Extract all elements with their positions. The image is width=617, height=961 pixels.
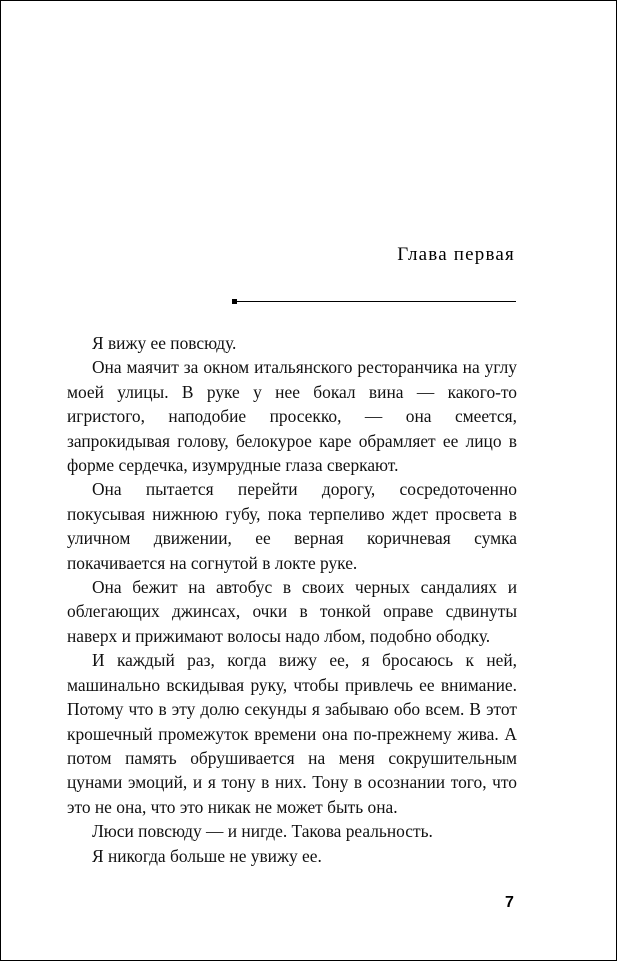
paragraph: Я вижу ее повсюду. xyxy=(92,333,237,353)
paragraph: Люси повсюду — и нигде. Такова реальность. xyxy=(92,821,433,842)
paragraph: Она пытается перейти дорогу, сосредоточенно покусывая нижнюю губу, пока терпеливо ждет просвета в уличном движении, ее верная коричневая сумка покачивается на согнутой в локте руке. xyxy=(67,479,517,573)
chapter-title: Глава первая xyxy=(397,244,515,265)
paragraph: Она маячит за окном итальянского ресторанчика на углу моей улицы. В руке у нее бокал вина — какого-то игристого, наподобие просекко, — она смеется, запрокидывая голову, белокурое каре обрамляет ее лицо в форме сердечка, изумрудные глаза сверкают. xyxy=(67,357,517,476)
paragraph: И каждый раз, когда вижу ее, я бросаюсь к ней, машинально вскидывая руку, чтобы привлечь ее внимание. Потому что в эту долю секунды я забываю обо всем. В этот крошечный промежуток времени она по-прежнему жива. А потом память обрушивается на меня сокрушительным цунами эмоций, и я тону в них. Тону в осознании того, что это не она, что это никак не может быть она. xyxy=(67,650,517,817)
paragraph: Я никогда больше не увижу ее. xyxy=(92,845,322,866)
page-number: 7 xyxy=(505,894,514,911)
body-text xyxy=(67,331,517,868)
paragraph: Она бежит на автобус в своих черных сандалиях и облегающих джинсах, очки в тонкой оправе сдвинуты наверх и прижимают волосы надо лбом, подобно ободку. xyxy=(67,577,517,646)
chapter-rule xyxy=(232,301,516,302)
